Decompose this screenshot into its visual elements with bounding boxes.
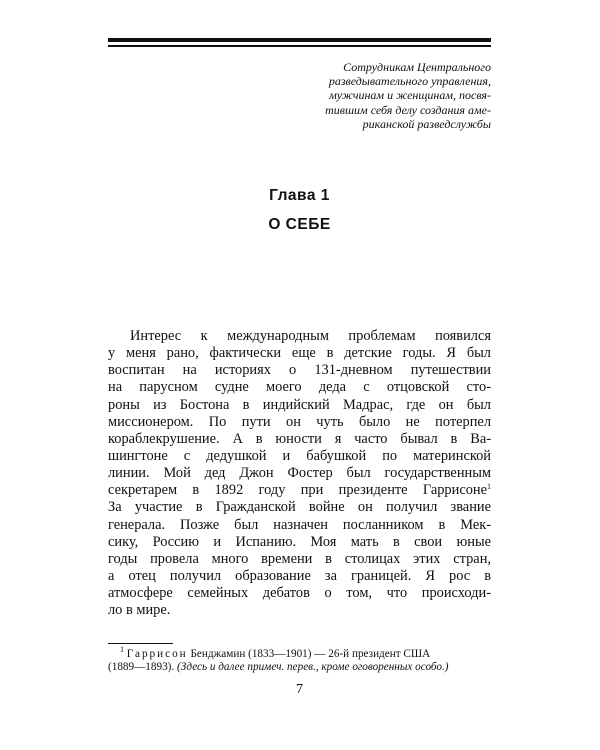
body-line: линии. Мой дед Джон Фостер был государственным: [108, 465, 491, 482]
footnote-marker: 1: [120, 645, 124, 654]
footnote-editor-note: (Здесь и далее примеч. перев., кроме оговоренных особо.): [176, 661, 449, 673]
body-paragraph: [108, 328, 491, 619]
body-line: роны из Бостона в индийский Мадрас, где он был: [108, 396, 491, 413]
body-line: За участие в Гражданской войне он получил звание: [108, 499, 491, 516]
body-line: шингтоне с дедушкой и бабушкой по материнской: [108, 447, 491, 464]
header-rule-thick: [108, 38, 491, 42]
footnote-person-name: Гаррисон: [126, 648, 188, 660]
body-line-text: секретарем в 1892 году при президенте Гаррисоне: [108, 482, 487, 499]
body-line: на парусном судне моего деда с отцовской сто-: [108, 379, 491, 396]
body-line: воспитан на историях о 131-дневном путешествии: [108, 362, 491, 379]
body-line: у меня рано, фактически еще в детские годы. Я был: [108, 345, 491, 362]
footnote-line: [108, 645, 491, 661]
dedication: [250, 60, 491, 131]
footnote-years: (1889—1893).: [108, 661, 175, 673]
body-line: годы провела много времени в столицах этих стран,: [108, 550, 491, 567]
dedication-line: мужчинам и женщинам, посвя-: [329, 88, 491, 103]
footnote-reference[interactable]: 1: [487, 482, 491, 492]
body-line: кораблекрушение. А в юности я часто бывал в Ва-: [108, 430, 491, 447]
footnote-description: Бенджамин (1833—1901) — 26-й президент США: [190, 648, 431, 660]
chapter-title: Глава 1: [269, 187, 330, 204]
body-line: Интерес к международным проблемам появился: [130, 328, 491, 344]
body-line: ло в мире.: [108, 602, 171, 619]
body-line: сику, Россию и Испанию. Моя мать в свои юные: [108, 533, 491, 550]
page-number: 7: [296, 682, 303, 697]
body-line-with-footnote: [108, 482, 491, 499]
body-line: а отец получил образование за границей. Я рос в: [108, 567, 491, 584]
footnote-divider: [108, 643, 173, 644]
body-line: атмосфере семейных дебатов о том, что происходи-: [108, 585, 491, 602]
dedication-line: разведывательного управления,: [328, 74, 491, 89]
dedication-line: тившим себя делу создания аме-: [325, 102, 491, 117]
footnote-line: [108, 661, 491, 674]
chapter-subtitle: О СЕБЕ: [268, 216, 331, 233]
body-line: миссионером. По пути он чуть было не потерпел: [108, 413, 491, 430]
header-rule-thin: [108, 45, 491, 47]
dedication-line: Сотрудникам Центрального: [343, 60, 491, 74]
footnote: [108, 645, 491, 674]
body-line: генерала. Позже был назначен посланником в Мек-: [108, 516, 491, 533]
dedication-line: риканской разведслужбы: [362, 116, 491, 131]
